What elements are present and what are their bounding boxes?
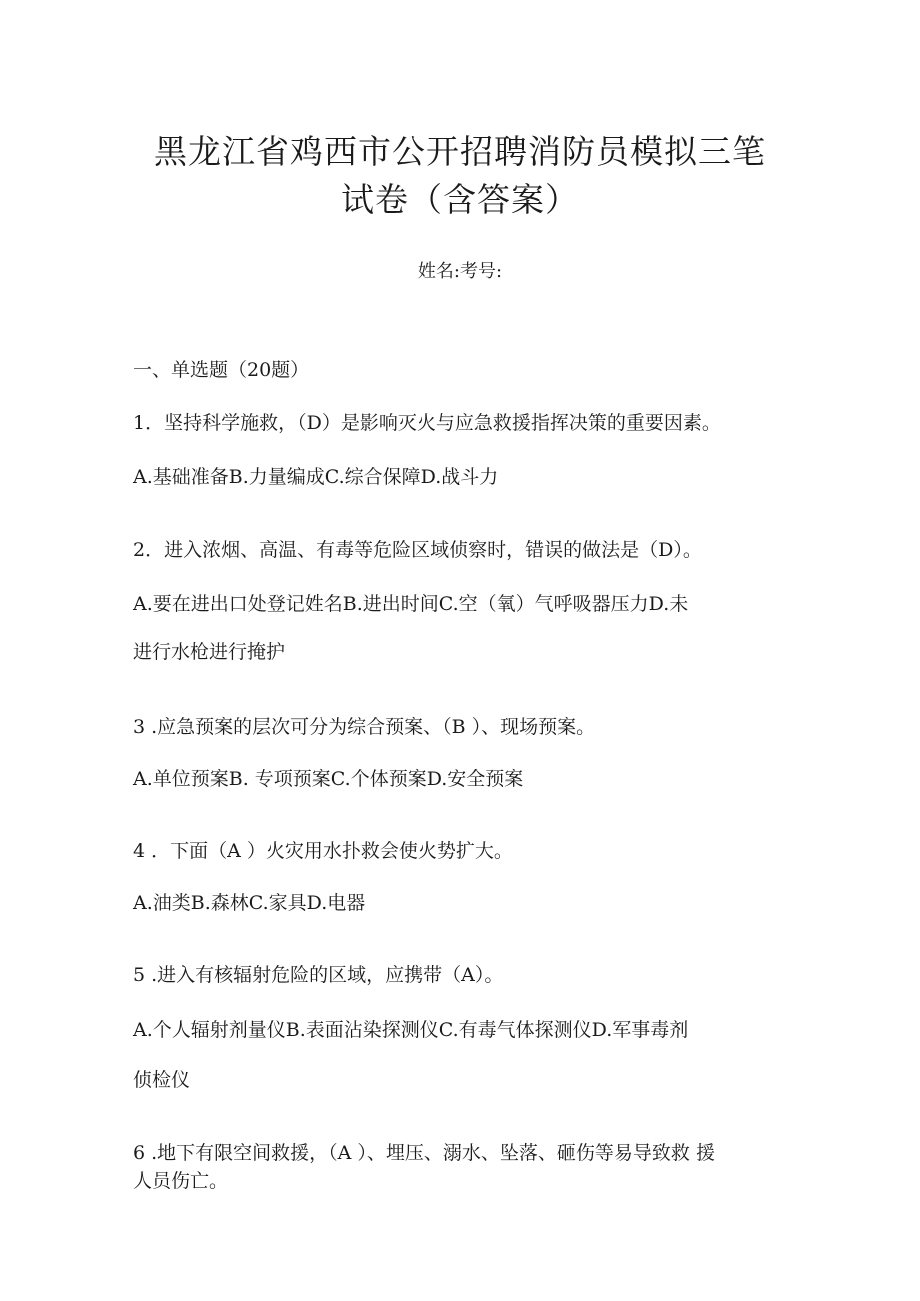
question-3-stem: 3 .应急预案的层次可分为综合预案、（B ）、现场预案。 (133, 716, 596, 738)
question-1-options: A.基础准备B.力量编成C.综合保障D.战斗力 (133, 466, 499, 488)
question-4-stem: 4 ．下面（A ）火灾用水扑救会使火势扩大。 (133, 840, 513, 862)
question-6-stem-cont: 人员伤亡。 (133, 1170, 229, 1192)
question-2-options: A.要在进出口处登记姓名B.进出时间C.空（氧）气呼吸器压力D.未 (133, 593, 689, 615)
document-title-line-1: 黑龙江省鸡西市公开招聘消防员模拟三笔 (154, 132, 766, 171)
question-5-options: A.个人辐射剂量仪B.表面沾染探测仪C.有毒气体探测仪D.军事毒剂 (133, 1019, 689, 1041)
question-1-stem: 1．坚持科学施救，（D）是影响灭火与应急救援指挥决策的重要因素。 (133, 412, 721, 434)
question-4-options: A.油类B.森林C.家具D.电器 (133, 892, 366, 914)
question-6-stem: 6 .地下有限空间救援，（A ）、埋压、溺水、坠落、砸伤等易导致救 援 (133, 1142, 715, 1164)
document-title-line-2: 试卷（含答案） (341, 180, 579, 219)
question-2-options-cont: 进行水枪进行掩护 (133, 641, 286, 663)
question-5-stem: 5 .进入有核辐射危险的区域，应携带（A）。 (133, 964, 504, 986)
question-3-options: A.单位预案B. 专项预案C.个体预案D.安全预案 (133, 768, 524, 790)
question-2-stem: 2．进入浓烟、高温、有毒等危险区域侦察时，错误的做法是（D）。 (133, 539, 702, 561)
question-5-options-cont: 侦检仪 (133, 1069, 191, 1091)
name-exam-number-line: 姓名:考号: (417, 261, 503, 282)
section-heading: 一、单选题（20题） (133, 359, 310, 381)
